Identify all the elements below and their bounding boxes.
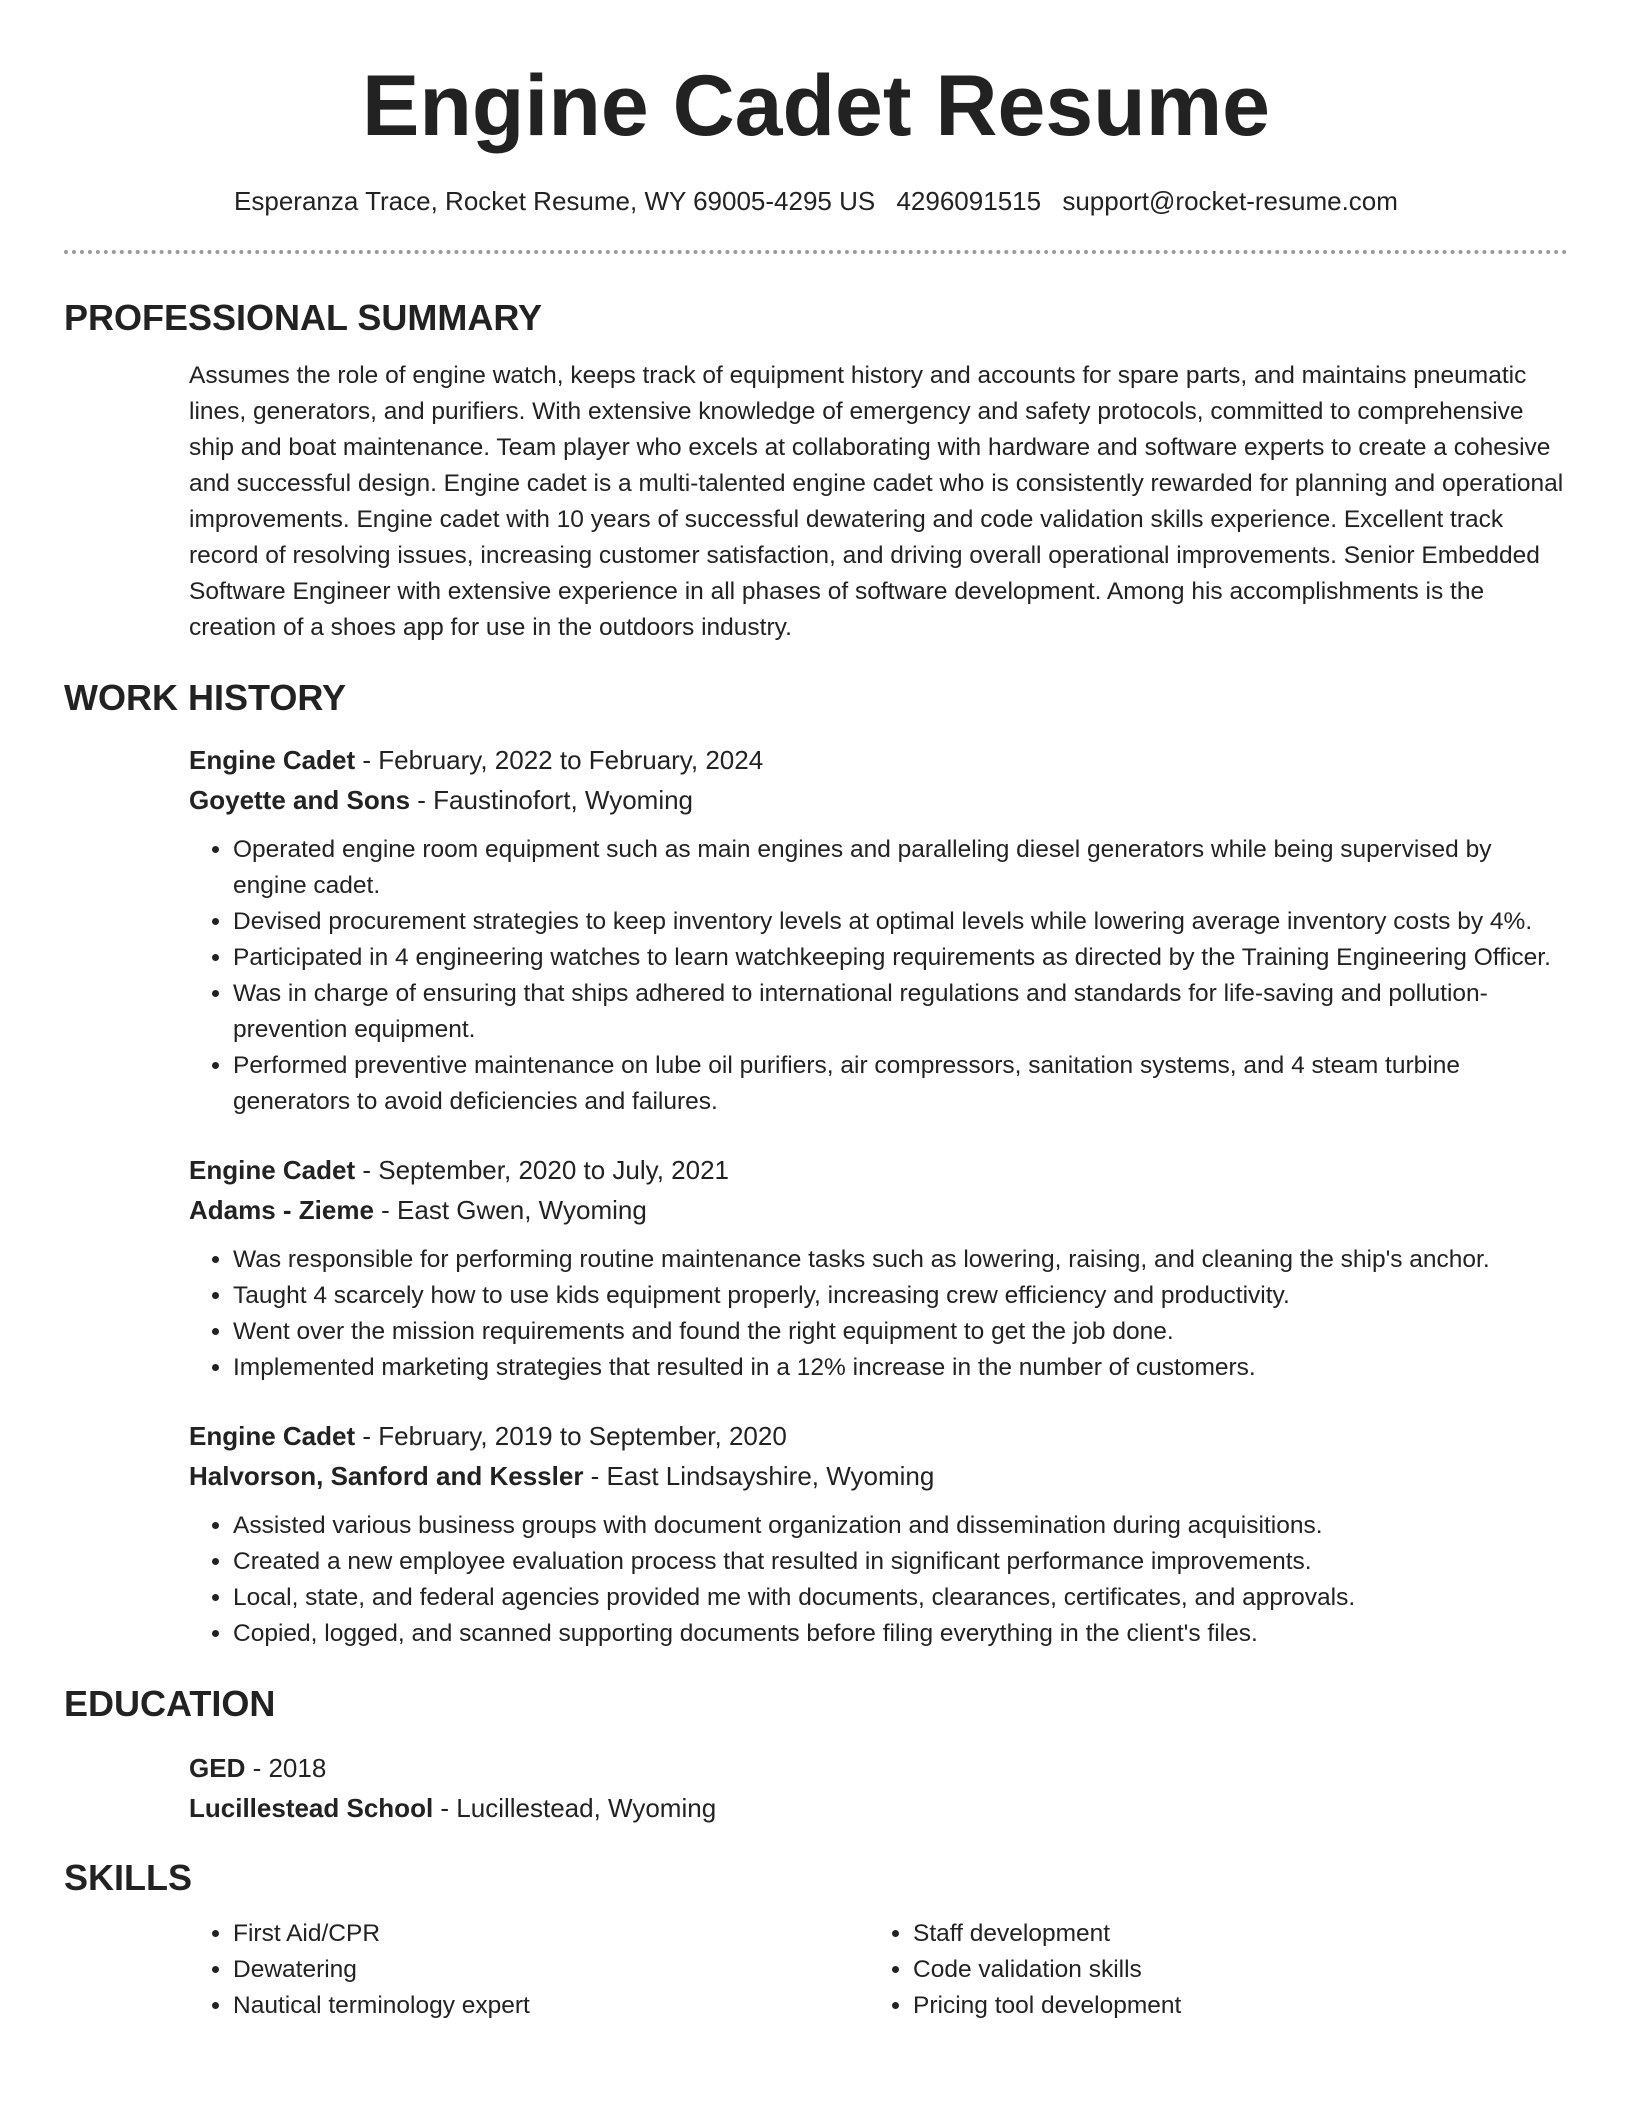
job-company: Halvorson, Sanford and Kessler xyxy=(189,1461,584,1491)
job-title-line xyxy=(189,740,1568,780)
education-entry xyxy=(189,1748,1568,1828)
job-dates: - February, 2022 to February, 2024 xyxy=(355,745,764,775)
skills-column-left xyxy=(189,1916,869,2024)
skills-heading: SKILLS xyxy=(64,1857,193,1898)
education-school-line xyxy=(189,1788,1568,1828)
job-title: Engine Cadet xyxy=(189,1155,356,1185)
job-location: - Faustinofort, Wyoming xyxy=(410,785,694,815)
job-entry xyxy=(189,740,1568,1120)
job-location: - East Gwen, Wyoming xyxy=(373,1195,647,1225)
skill-item: • Dewatering xyxy=(233,1952,869,1988)
job-bullet: • Created a new employee evaluation process that resulted in significant performance improvements. xyxy=(233,1544,1568,1580)
job-bullet: • Performed preventive maintenance on lube oil purifiers, air compressors, sanitation systems, and 4 steam turbine generators to avoid deficiencies and failures. xyxy=(233,1048,1568,1120)
job-bullet: • Assisted various business groups with document organization and dissemination during acquisitions. xyxy=(233,1508,1568,1544)
job-bullets xyxy=(189,1242,1568,1386)
contact-line xyxy=(64,184,1568,218)
job-title-line xyxy=(189,1150,1568,1190)
job-entry xyxy=(189,1150,1568,1386)
job-bullet: • Was responsible for performing routine maintenance tasks such as lowering, raising, and cleaning the ship's anchor. xyxy=(233,1242,1568,1278)
education-year: - 2018 xyxy=(245,1753,327,1783)
job-bullets xyxy=(189,1508,1568,1652)
skill-item: • Code validation skills xyxy=(913,1952,1549,1988)
job-location: - East Lindsayshire, Wyoming xyxy=(583,1461,935,1491)
job-bullet: • Copied, logged, and scanned supporting documents before filing everything in the client's files. xyxy=(233,1616,1568,1652)
contact-email: support@rocket-resume.com xyxy=(1062,186,1398,216)
skill-item: • Pricing tool development xyxy=(913,1988,1549,2024)
education-location: - Lucillestead, Wyoming xyxy=(433,1793,717,1823)
job-bullet: • Devised procurement strategies to keep inventory levels at optimal levels while lowering average inventory costs by 4%. xyxy=(233,904,1568,940)
skill-item: • Staff development xyxy=(913,1916,1549,1952)
job-dates: - September, 2020 to July, 2021 xyxy=(355,1155,730,1185)
summary-heading: PROFESSIONAL SUMMARY xyxy=(64,297,543,338)
job-company: Adams - Zieme xyxy=(189,1195,374,1225)
job-bullet: • Local, state, and federal agencies provided me with documents, clearances, certificates, and approvals. xyxy=(233,1580,1568,1616)
skills-column-right xyxy=(869,1916,1549,2024)
summary-text: Assumes the role of engine watch, keeps track of equipment history and accounts for spare parts, and maintains pneumatic lines, generators, and purifiers. With extensive knowledge of emergency and safety protocols, committed to comprehensive ship and boat maintenance. Team player who excels at collaborating with hardware and software experts to create a cohesive and successful design. Engine cadet is a multi-talented engine cadet who is consistently rewarded for planning and operational improvements. Engine cadet with 10 years of successful dewatering and code validation skills experience. Excellent track record of resolving issues, increasing customer satisfaction, and driving overall operational improvements. Senior Embedded Software Engineer with extensive experience in all phases of software development. Among his accomplishments is the creation of a shoes app for use in the outdoors industry. xyxy=(189,362,1564,641)
header-divider xyxy=(64,250,1568,254)
skills-list xyxy=(189,1916,1568,2024)
job-company-line xyxy=(189,1456,1568,1496)
job-bullet: • Participated in 4 engineering watches to learn watchkeeping requirements as directed by the Training Engineering Officer. xyxy=(233,940,1568,976)
contact-phone: 4296091515 xyxy=(896,186,1042,216)
job-entry xyxy=(189,1416,1568,1652)
job-company: Goyette and Sons xyxy=(189,785,411,815)
job-title: Engine Cadet xyxy=(189,1421,356,1451)
job-dates: - February, 2019 to September, 2020 xyxy=(355,1421,787,1451)
job-company-line xyxy=(189,1190,1568,1230)
skill-item: • Nautical terminology expert xyxy=(233,1988,869,2024)
work-heading: WORK HISTORY xyxy=(64,677,347,718)
resume-title: Engine Cadet Resume xyxy=(362,58,1270,154)
skill-item: • First Aid/CPR xyxy=(233,1916,869,1952)
education-school: Lucillestead School xyxy=(189,1793,434,1823)
job-bullet: • Was in charge of ensuring that ships adhered to international regulations and standards for life-saving and pollution-prevention equipment. xyxy=(233,976,1568,1048)
education-heading: EDUCATION xyxy=(64,1683,276,1724)
job-bullets xyxy=(189,832,1568,1120)
job-bullet: • Taught 4 scarcely how to use kids equipment properly, increasing crew efficiency and productivity. xyxy=(233,1278,1568,1314)
job-bullet: • Went over the mission requirements and found the right equipment to get the job done. xyxy=(233,1314,1568,1350)
education-degree-line xyxy=(189,1748,1568,1788)
job-title: Engine Cadet xyxy=(189,745,356,775)
education-degree: GED xyxy=(189,1753,246,1783)
job-title-line xyxy=(189,1416,1568,1456)
job-bullet: • Operated engine room equipment such as main engines and paralleling diesel generators while being supervised by engine cadet. xyxy=(233,832,1568,904)
contact-address: Esperanza Trace, Rocket Resume, WY 69005-4295 US xyxy=(234,186,876,216)
job-bullet: • Implemented marketing strategies that resulted in a 12% increase in the number of customers. xyxy=(233,1350,1568,1386)
job-company-line xyxy=(189,780,1568,820)
